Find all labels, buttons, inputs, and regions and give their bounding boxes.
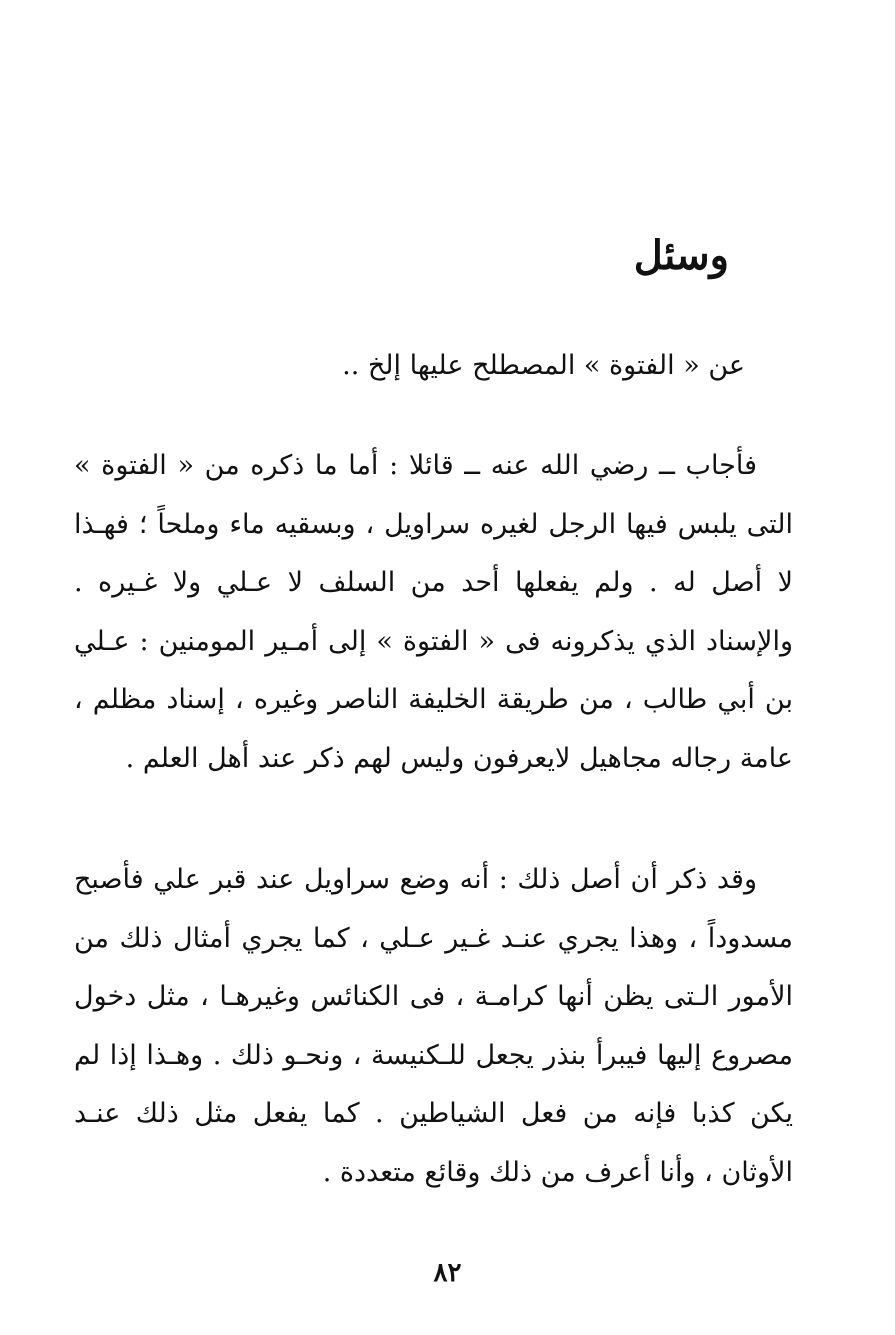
answer-paragraph-text: فأجاب ــ رضي الله عنه ــ قائلا : أما ما ذكره من « الفتوة » التى يلبس فيها الرجل لغيره سراويل ، وبسقيه ماء وملحاً ؛ فهـذا لا أصل له . ولم يفعلها أحد من السلف لا عـلي ولا غـيره . والإسناد الذي يذكرونه فى « الفتوة » إلى أمـير المومنين : عـلي بن أبي طالب ، من طريقة الخليفة الناصر وغيره ، إسناد مظلم ، عامة رجاله مجاهيل لايعرفون وليس لهم ذكر عند أهل العلم . <box>74 450 793 774</box>
section-heading: وسئل <box>633 232 729 279</box>
second-paragraph-text: وقد ذكر أن أصل ذلك : أنه وضع سراويل عند قبر علي فأصبح مسدوداً ، وهذا يجري عنـد غـير عـلي ، كما يجري أمثال ذلك من الأمور الـتى يظن أنها كرامـة ، فى الكنائس وغيرهـا ، مثل دخول مصروع إليها فيبرأ بنذر يجعل للـكنيسة ، ونحـو ذلك . وهـذا إذا لم يكن كذبا فإنه من فعل الشياطين . كما يفعل مثل ذلك عنـد الأوثان ، وأنا أعرف من ذلك وقائع متعددة . <box>74 864 793 1188</box>
second-paragraph <box>74 851 793 1203</box>
page-number: ٨٢ <box>433 1258 462 1288</box>
question-text: عن « الفتوة » المصطلح عليها إلخ .. <box>342 350 745 381</box>
answer-paragraph <box>74 437 793 789</box>
